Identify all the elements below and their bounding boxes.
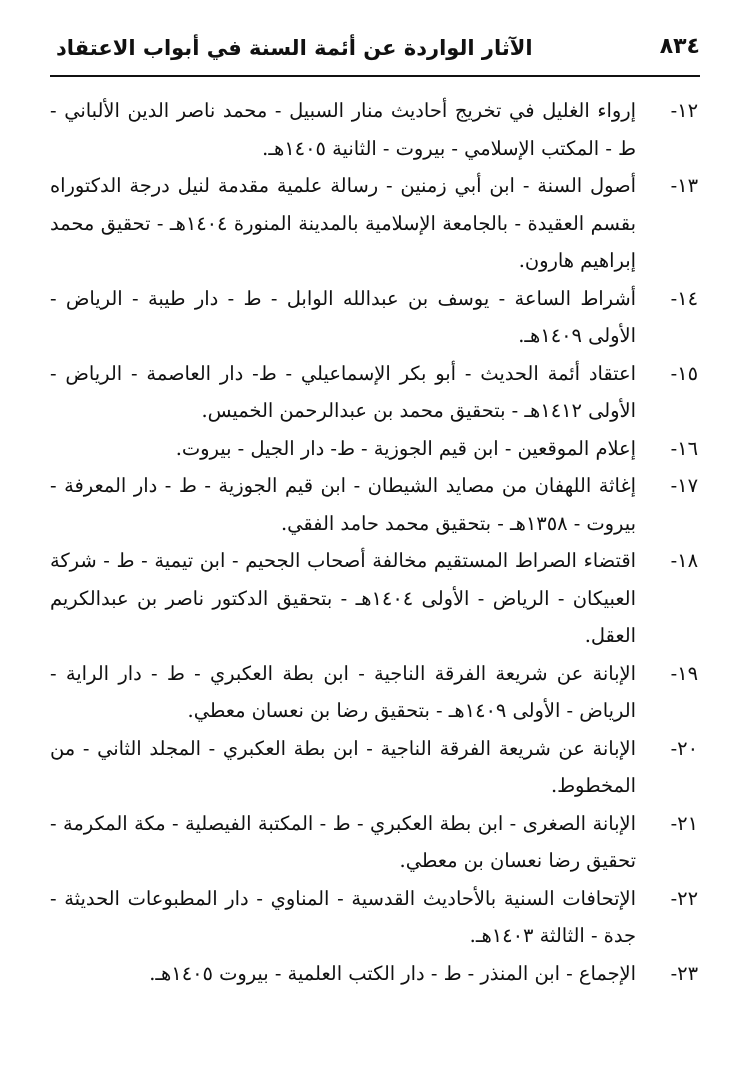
entry-text: الإبانة الصغرى - ابن بطة العكبري - ط - المكتبة الفيصلية - مكة المكرمة - تحقيق رضا نعسان بن معطي. (50, 811, 636, 872)
entry-text: إغاثة اللهفان من مصايد الشيطان - ابن قيم الجوزية - ط - دار المعرفة - بيروت - ١٣٥٨هـ - بتحقيق محمد حامد الفقي. (50, 474, 636, 535)
page-header (50, 28, 700, 80)
bibliography-entry (50, 280, 700, 355)
entry-text: اقتضاء الصراط المستقيم مخالفة أصحاب الجحيم - ابن تيمية - ط - شركة العبيكان - الرياض - الأولى ١٤٠٤هـ - بتحقيق الدكتور ناصر بن عبدالكريم العقل. (50, 549, 636, 647)
entry-number: ٢١- (670, 811, 698, 835)
bibliography-entry (50, 430, 700, 468)
entry-number: ١٢- (670, 99, 698, 122)
entry-text: الإبانة عن شريعة الفرقة الناجية - ابن بطة العكبري - ط - دار الراية - الرياض - الأولى ١٤٠٩هـ - بتحقيق رضا بن نعسان معطي. (50, 661, 636, 722)
header-rule (50, 75, 700, 77)
entry-number: ٢٣- (670, 961, 698, 985)
entry-text: الإتحافات السنية بالأحاديث القدسية - المناوي - دار المطبوعات الحديثة - جدة - الثالثة ١٤٠٣هـ. (50, 886, 636, 947)
entry-number: ١٣- (670, 174, 698, 197)
bibliography-entry (50, 167, 700, 280)
bibliography-entry (50, 92, 700, 167)
entry-text: أصول السنة - ابن أبي زمنين - رسالة علمية مقدمة لنيل درجة الدكتوراه بقسم العقيدة - بالجامعة الإسلامية بالمدينة المنورة ١٤٠٤هـ - تحقيق محمد إبراهيم هارون. (50, 174, 636, 272)
entry-number: ١٧- (670, 474, 698, 497)
entry-number: ١٥- (670, 361, 698, 385)
bibliography-entry (50, 880, 700, 955)
bibliography-entry (50, 355, 700, 430)
bibliography-entry (50, 805, 700, 880)
entry-number: ١٤- (670, 286, 698, 310)
bibliography-entry (50, 730, 700, 805)
entry-text: الإبانة عن شريعة الفرقة الناجية - ابن بطة العكبري - المجلد الثاني - من المخطوط. (50, 736, 636, 797)
bibliography-list (50, 92, 700, 992)
entry-number: ١٦- (670, 436, 698, 460)
entry-text: أشراط الساعة - يوسف بن عبدالله الوابل - ط - دار طيبة - الرياض - الأولى ١٤٠٩هـ. (50, 286, 636, 347)
entry-number: ١٨- (670, 549, 698, 572)
entry-text: إعلام الموقعين - ابن قيم الجوزية - ط- دار الجيل - بيروت. (175, 436, 636, 460)
entry-text: اعتقاد أئمة الحديث - أبو بكر الإسماعيلي - ط- دار العاصمة - الرياض - الأولى ١٤١٢هـ - بتحقيق محمد بن عبدالرحمن الخميس. (50, 361, 636, 422)
entry-number: ٢٠- (670, 736, 698, 760)
bibliography-entry (50, 467, 700, 542)
bibliography-entry (50, 955, 700, 993)
page-number: ٨٣٤ (659, 34, 700, 59)
running-title: الآثار الواردة عن أئمة السنة في أبواب الاعتقاد (56, 36, 533, 60)
bibliography-entry (50, 655, 700, 730)
entry-text: إرواء الغليل في تخريج أحاديث منار السبيل - محمد ناصر الدين الألباني - ط - المكتب الإسلامي - بيروت - الثانية ١٤٠٥هـ. (50, 99, 636, 160)
bibliography-entry (50, 542, 700, 655)
entry-text: الإجماع - ابن المنذر - ط - دار الكتب العلمية - بيروت ١٤٠٥هـ. (149, 961, 636, 985)
entry-number: ٢٢- (670, 886, 698, 910)
entry-number: ١٩- (670, 661, 698, 685)
